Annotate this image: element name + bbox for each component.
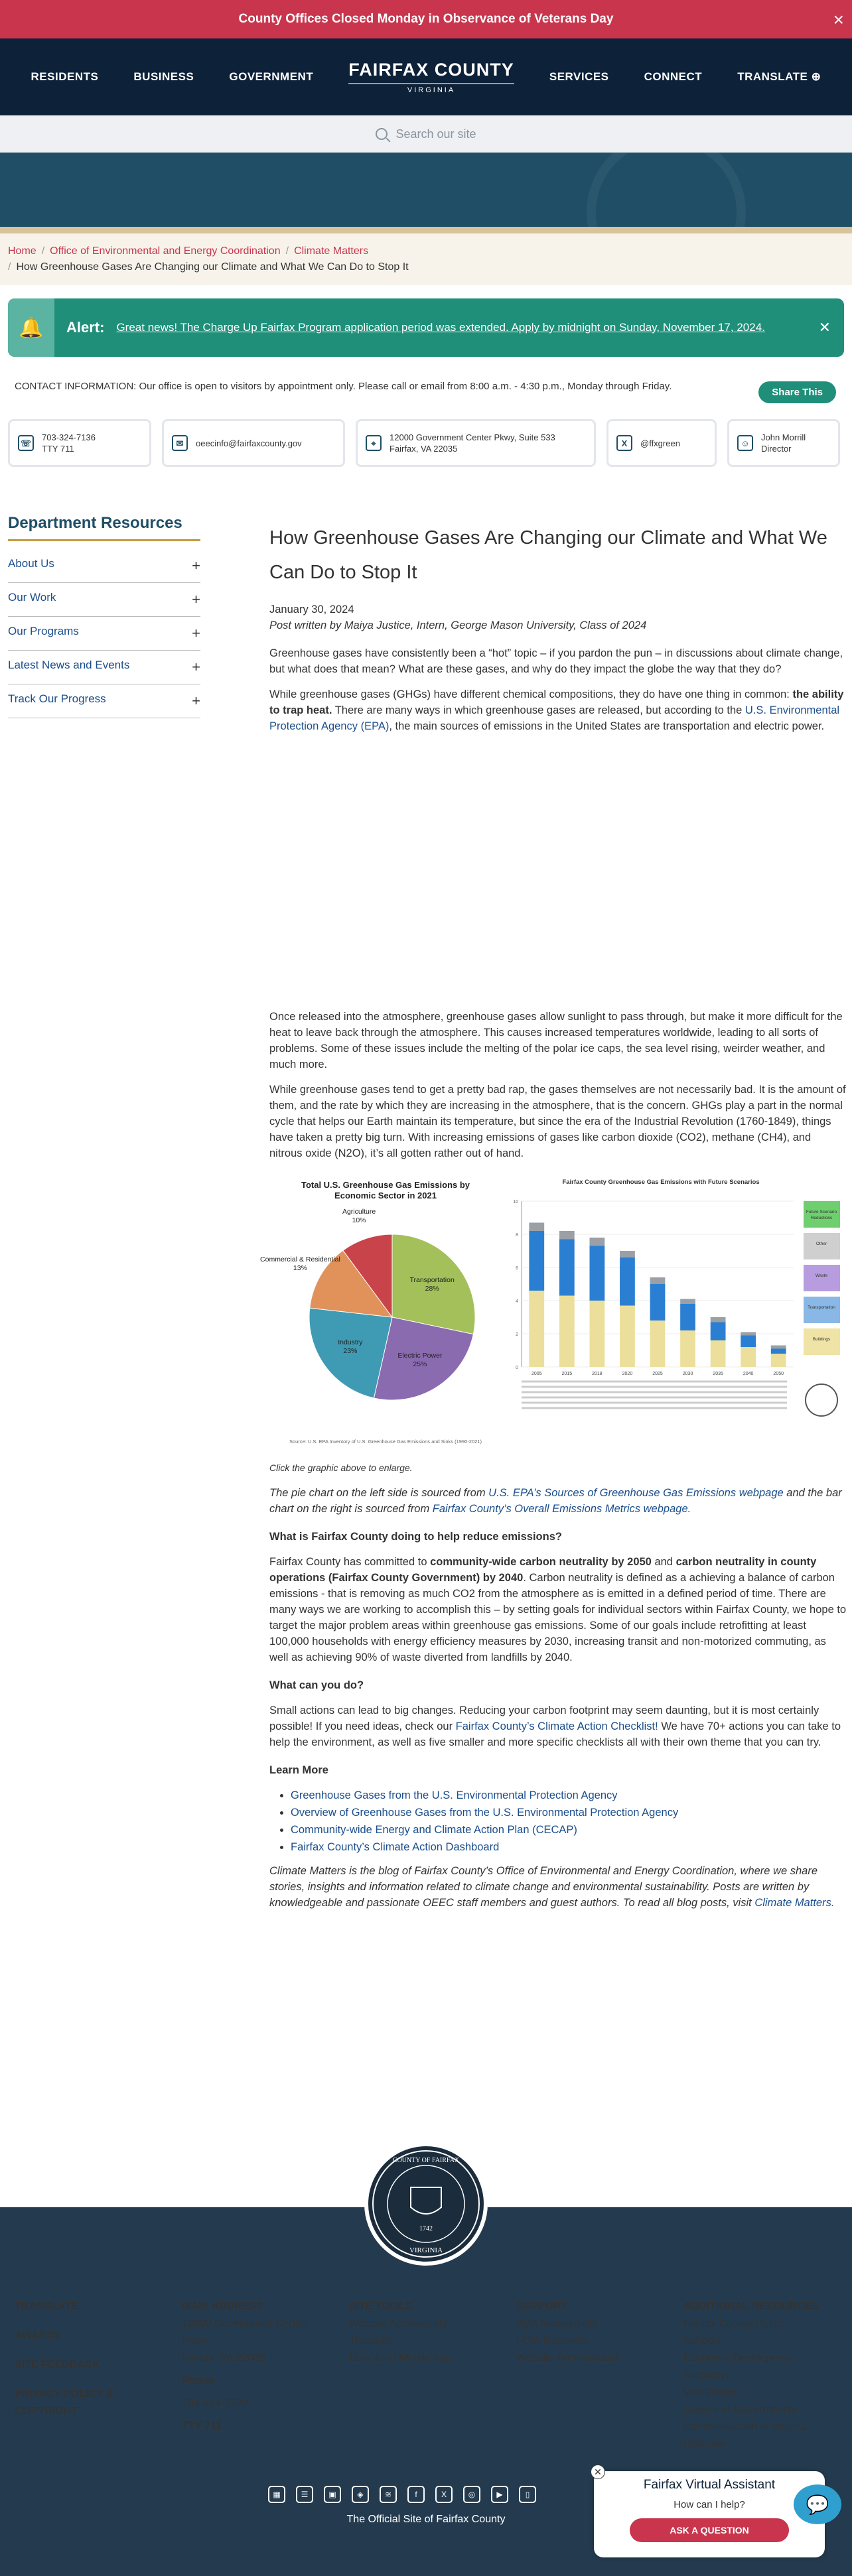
email-address: oeecinfo@fairfaxcounty.gov <box>196 438 302 448</box>
paragraph: While greenhouse gases (GHGs) have different chemical compositions, they do have one thing in common: the ability to trap heat. There are many ways in which greenhouse gases are released, but according to the U.S. Environmental Protection Agency (EPA), the main sources of emissions in the United States are transportation and electric power. <box>269 688 844 732</box>
sidebar-title: Department Resources <box>8 514 200 541</box>
list-item <box>291 1787 847 1803</box>
paragraph: While greenhouse gases tend to get a pretty bad rap, the gases themselves are not necessarily bad. It is the amount of them, and the rate by which they are increasing in the atmosphere, that is the concern. GHGs play a part in the normal cycle that helps our Earth maintain its temperature, but since the era of the Industrial Revolution (1760-1849), things have taken a pretty big turn. With increasing emissions of gases like carbon dioxide (CO2), methane (CH4), and nitrous oxide (N2O), it’s all gotten rather out of hand. <box>269 1084 846 1159</box>
pie-label: Commercial & Residential <box>260 1256 340 1263</box>
search-bar[interactable] <box>0 115 852 153</box>
legend-label: Transportation <box>808 1305 835 1310</box>
sidebar-item-label: Our Programs <box>8 625 79 637</box>
pie-label: Transportation <box>409 1276 455 1285</box>
y-tick-label: 8 <box>516 1233 518 1238</box>
footer-link[interactable]: Fairfax County Public <box>683 2318 785 2329</box>
footer-col-resources <box>683 2298 819 2453</box>
address-line: Pkwy <box>182 2335 208 2347</box>
paragraph: Greenhouse gases have consistently been a “hot” topic – if you pardon the pun – in discussions about climate change, but what does that mean? What are these gases, and why do they impact the globe the way that they do? <box>269 647 843 675</box>
nav-government[interactable]: GOVERNMENT <box>229 70 314 83</box>
wifi-icon[interactable]: ≋ <box>380 2486 397 2503</box>
learn-more-link[interactable]: Community-wide Energy and Climate Action Plan (CECAP) <box>291 1824 577 1836</box>
bar-segment <box>590 1238 605 1246</box>
sidebar-item-our-work[interactable] <box>8 586 200 617</box>
sidebar-item-news-events[interactable] <box>8 653 200 684</box>
section-heading: Learn More <box>269 1764 328 1776</box>
virtual-assistant <box>594 2471 825 2557</box>
plus-icon[interactable]: + <box>192 591 200 608</box>
x-tick-label: 2015 <box>561 1372 573 1376</box>
footer-link[interactable]: FOIA Requests <box>516 2335 589 2347</box>
bar-segment <box>529 1291 544 1367</box>
x-tick-label: 2035 <box>713 1372 723 1376</box>
bar-segment <box>771 1354 786 1367</box>
epa-link[interactable]: U.S. Environmental Protection Agency (EPA) <box>269 704 840 732</box>
x-twitter-icon[interactable]: X <box>435 2486 453 2503</box>
map-pin-icon: ⌖ <box>366 435 382 451</box>
bar-segment <box>741 1347 756 1367</box>
hero-banner <box>0 153 852 227</box>
close-icon[interactable]: ✕ <box>591 2465 605 2479</box>
y-tick-label: 0 <box>516 1366 518 1370</box>
footer-awards[interactable]: AWARDS <box>15 2330 62 2341</box>
legend-label: Waste <box>815 1273 828 1278</box>
legend-swatch <box>804 1233 840 1259</box>
paragraph: Once released into the atmosphere, greenhouse gases allow sunlight to pass through, but make it more difficult for the heat to leave back through the atmosphere. This causes increased temperatures worldwide, leading to all sorts of problems. Some of these issues include the melting of the polar ice caps, the sea level rising, weirder weather, and much more. <box>269 1011 843 1070</box>
sidebar-item-label: Latest News and Events <box>8 659 130 671</box>
phone-number: 703-324-7136 <box>42 432 96 442</box>
post-date: January 30, 2024 <box>269 604 354 615</box>
bar-segment <box>680 1304 695 1330</box>
footer-link[interactable]: Commonwealth of Virginia <box>683 2421 808 2433</box>
section-heading: What is Fairfax County doing to help reduce emissions? <box>269 1531 562 1543</box>
section-heading: What can you do? <box>269 1679 364 1691</box>
pie-label-value: 25% <box>413 1360 427 1369</box>
ask-question-button[interactable]: ASK A QUESTION <box>630 2518 789 2542</box>
search-input[interactable]: Search our site <box>395 127 476 141</box>
list-item <box>291 1839 847 1855</box>
announcement-banner <box>0 0 852 38</box>
x-tick-label: 2018 <box>592 1372 603 1376</box>
seal-image <box>370 2148 482 2260</box>
bar-segment <box>650 1320 666 1367</box>
pie-label: Agriculture <box>342 1207 376 1216</box>
byline: Post written by Maiya Justice, Intern, George Mason University, Class of 2024 <box>269 619 647 631</box>
assistant-title: Fairfax Virtual Assistant <box>643 2478 776 2492</box>
person-icon: ☺ <box>737 435 753 451</box>
close-icon[interactable]: ✕ <box>818 319 831 336</box>
learn-more-link[interactable]: Fairfax County’s Climate Action Dashboard <box>291 1841 500 1853</box>
search-icon <box>376 128 388 140</box>
footer-col-tools <box>349 2298 452 2367</box>
emissions-metrics-link[interactable]: Fairfax County’s Overall Emissions Metrics webpage. <box>432 1503 691 1515</box>
article <box>260 521 847 1920</box>
main-nav <box>0 38 852 115</box>
footer-heading: SUPPORT <box>516 2301 568 2312</box>
legend-label: Other <box>816 1242 827 1246</box>
footer-link[interactable]: Download Mobile App <box>349 2352 452 2364</box>
bar-segment <box>680 1330 695 1367</box>
mobile-icon[interactable]: ▯ <box>519 2486 536 2503</box>
closing-note: Climate Matters is the blog of Fairfax County’s Office of Environmental and Energy Coordination, where we share stories, insights and information related to climate change and environmental sustainability. Posts are written by knowledgeable and passionate OEEC staff members and guest authors. To read all blog posts, visit Climate Matters. <box>269 1865 835 1909</box>
bar-segment <box>741 1332 756 1336</box>
seal-top-text: COUNTY OF FAIRFAX <box>392 2157 460 2164</box>
address-line-1: 12000 Government Center Pkwy, Suite 533 <box>390 432 555 442</box>
chat-bubble-icon[interactable]: 💬 <box>794 2484 841 2524</box>
translate-label: TRANSLATE <box>737 70 808 83</box>
bar-segment <box>680 1299 695 1305</box>
x-tick-label: 2020 <box>622 1372 633 1376</box>
sidebar-item-label: About Us <box>8 557 54 570</box>
learn-more-list <box>291 1787 847 1855</box>
phone-icon: ☏ <box>18 435 34 451</box>
assistant-prompt: How can I help? <box>674 2499 745 2510</box>
bar-segment <box>559 1296 575 1368</box>
climate-matters-link[interactable]: Climate Matters. <box>754 1897 835 1909</box>
sidebar <box>8 514 200 721</box>
twitter-card[interactable] <box>606 419 717 467</box>
share-button[interactable]: Share This <box>758 381 836 403</box>
footer-col-support <box>516 2298 619 2367</box>
newsletter-icon[interactable]: ☰ <box>296 2486 313 2503</box>
official-site-text: The Official Site of Fairfax County <box>346 2514 506 2525</box>
bar-title: Fairfax County Greenhouse Gas Emissions with Future Scenarios <box>562 1179 760 1186</box>
emissions-charts <box>260 1175 847 1453</box>
bar-segment <box>559 1231 575 1240</box>
x-tick-label: 2025 <box>652 1372 663 1376</box>
x-tick-label: 2030 <box>682 1372 693 1376</box>
pie-title-line: Total U.S. Greenhouse Gas Emissions by <box>301 1180 470 1190</box>
learn-more-link[interactable]: Overview of Greenhouse Gases from the U.S. Environmental Protection Agency <box>291 1807 679 1819</box>
bar-segment <box>711 1322 726 1341</box>
bar-segment <box>711 1317 726 1322</box>
legend-swatch <box>804 1297 840 1323</box>
pie-label-value: 23% <box>343 1346 358 1355</box>
footer-heading: Phone <box>182 2375 214 2386</box>
pie-label: Electric Power <box>397 1352 443 1360</box>
epa-sources-link[interactable]: U.S. EPA’s Sources of Greenhouse Gas Emissions webpage <box>488 1487 784 1499</box>
logo-subtitle: VIRGINIA <box>348 83 514 94</box>
footer-link[interactable]: USA.gov <box>683 2439 726 2450</box>
address-line: Fairfax, VA 22035 <box>182 2352 265 2364</box>
footer-heading: MAIN ADDRESS <box>182 2301 263 2312</box>
emissions-graphic[interactable] <box>260 1175 847 1453</box>
plus-icon[interactable]: + <box>192 557 200 574</box>
county-logo[interactable] <box>348 60 514 94</box>
embedded-media-placeholder <box>269 743 847 1009</box>
bar-segment <box>620 1257 635 1306</box>
facebook-icon[interactable]: f <box>407 2486 425 2503</box>
legend-label: Future Scenario <box>806 1210 837 1214</box>
director-name: John Morrill <box>761 432 806 442</box>
footer-link[interactable]: Website Accessibility <box>349 2318 448 2329</box>
pie-label-value: 10% <box>352 1216 366 1224</box>
footer-privacy[interactable]: PRIVACY POLICY & COPYRIGHT <box>15 2388 114 2417</box>
bar-background <box>502 1175 847 1453</box>
plus-icon[interactable]: + <box>192 659 200 675</box>
alert-link[interactable]: Great news! The Charge Up Fairfax Program application period was extended. Apply by midnight on Sunday, November 17, 2024. <box>116 321 765 334</box>
footer-feedback[interactable]: SITE FEEDBACK <box>15 2359 100 2370</box>
legend-swatch <box>804 1265 840 1291</box>
learn-more-link[interactable]: Greenhouse Gases from the U.S. Environmental Protection Agency <box>291 1789 618 1801</box>
sidebar-item-about-us[interactable] <box>8 552 200 583</box>
county-seal <box>364 2142 488 2266</box>
breadcrumb-home[interactable]: Home <box>8 245 36 257</box>
bar-segment <box>771 1349 786 1354</box>
pie-title-line: Economic Sector in 2021 <box>334 1191 437 1200</box>
y-tick-label: 2 <box>516 1332 518 1337</box>
legend-label: Buildings <box>812 1337 831 1342</box>
footer-link[interactable]: ADA Accessibility <box>516 2318 598 2329</box>
plus-icon[interactable]: + <box>192 625 200 641</box>
app-icon[interactable]: ▣ <box>324 2486 341 2503</box>
bar-segment <box>650 1277 666 1284</box>
bar-segment <box>741 1336 756 1348</box>
footer-translate[interactable]: TRANSLATE <box>15 2301 78 2312</box>
alert-box <box>8 298 844 357</box>
bar-segment <box>620 1306 635 1368</box>
close-icon[interactable]: × <box>833 9 844 30</box>
logo-title: FAIRFAX COUNTY <box>348 60 514 80</box>
y-tick-label: 10 <box>513 1200 518 1204</box>
director-title: Director <box>761 444 792 454</box>
pie-label-value: 13% <box>293 1264 307 1272</box>
y-tick-label: 4 <box>516 1299 518 1304</box>
footer-heading: ADDITIONAL RESOURCES <box>683 2301 819 2312</box>
footer-col-links <box>15 2298 113 2420</box>
x-tick-label: 2050 <box>773 1372 784 1376</box>
bar-segment <box>559 1240 575 1296</box>
bar-segment <box>529 1231 544 1291</box>
nav-services[interactable]: SERVICES <box>549 70 609 83</box>
email-card[interactable] <box>162 419 345 467</box>
footer-link[interactable]: Council of Governments <box>683 2404 798 2415</box>
footer-link[interactable]: Visit Fairfax <box>683 2387 739 2398</box>
legend-swatch <box>804 1201 840 1228</box>
email-icon: ✉ <box>172 435 188 451</box>
page-title: How Greenhouse Gases Are Changing our Climate and What We Can Do to Stop It <box>269 527 827 583</box>
globe-icon: ⊕ <box>811 70 821 83</box>
seal-bottom-text: VIRGINIA <box>409 2246 443 2254</box>
footer-heading: SITE TOOLS <box>349 2301 412 2312</box>
bar-segment <box>620 1251 635 1257</box>
pie-source: Source: U.S. EPA Inventory of U.S. Greenhouse Gas Emissions and Sinks (1990-2021) <box>289 1439 482 1445</box>
paragraph: Small actions can lead to big changes. Reducing your carbon footprint may seem daunting, but it is most certainly possible! If you need ideas, check our Fairfax County’s Climate Action Checklist! We have 70+ actions you can take to help the environment, as well as five smaller and more specific checklists all with their own theme that you can try. <box>269 1705 841 1748</box>
list-item <box>291 1805 847 1821</box>
address-line: 12000 Government Center <box>182 2318 308 2329</box>
director-card[interactable] <box>727 419 840 467</box>
sidebar-item-label: Our Work <box>8 591 56 604</box>
figure-source: The pie chart on the left side is sourced from U.S. EPA’s Sources of Greenhouse Gas Emissions webpage and the bar chart on the right is sourced from Fairfax County’s Overall Emissions Metrics webpage. <box>269 1487 842 1515</box>
y-tick-label: 6 <box>516 1266 518 1271</box>
address-card[interactable] <box>356 419 596 467</box>
x-tick-label: 2005 <box>531 1372 542 1376</box>
bar-segment <box>650 1284 666 1320</box>
footer-link[interactable]: Schools <box>683 2335 721 2347</box>
sidebar-item-track-progress[interactable] <box>8 687 200 718</box>
bar-segment <box>590 1246 605 1301</box>
plus-icon[interactable]: + <box>192 692 200 709</box>
alert-label: Alert: <box>66 319 105 336</box>
x-twitter-icon: X <box>616 435 632 451</box>
contact-cards <box>8 419 844 467</box>
breadcrumb-office[interactable]: Office of Environmental and Energy Coordination <box>50 245 281 257</box>
contact-info: CONTACT INFORMATION: Our office is open to visitors by appointment only. Please call or email from 8:00 a.m. - 4:30 p.m., Monday through Friday. <box>15 381 672 392</box>
footer-link[interactable]: Authority <box>683 2370 726 2381</box>
bell-icon: 🔔 <box>8 298 54 357</box>
nav-translate[interactable] <box>737 70 821 84</box>
sidebar-item-label: Track Our Progress <box>8 692 106 705</box>
divider <box>0 227 852 233</box>
checklist-link[interactable]: Fairfax County’s Climate Action Checklist! <box>455 1720 658 1732</box>
bar-segment <box>529 1223 544 1232</box>
footer-col-address <box>182 2298 307 2435</box>
banner-text: County Offices Closed Monday in Observance of Veterans Day <box>238 12 614 26</box>
instagram-icon[interactable]: ◎ <box>463 2486 480 2503</box>
list-item <box>291 1822 847 1838</box>
footer-link[interactable]: Translate <box>349 2335 393 2347</box>
seal-year: 1742 <box>419 2225 433 2232</box>
breadcrumb-current: How Greenhouse Gases Are Changing our Climate and What We Can Do to Stop It <box>16 261 409 273</box>
youtube-icon[interactable]: ▶ <box>491 2486 508 2503</box>
paragraph: Fairfax County has committed to community-wide carbon neutrality by 2050 and carbon neutrality in county operations (Fairfax County Government) by 2040. Carbon neutrality is defined as a achieving a balance of carbon emissions - that is removing as much CO2 from the atmosphere as is emitted in a defined period of time. There are many ways we are working to accomplish this – by setting goals for individual sectors within Fairfax County, we hope to target the major problem areas within greenhouse gas emissions. Some of our goals include retrofitting at least 100,000 households with energy efficiency measures by 2030, increasing transit and non-motorized commuting, as well as achieving 90% of waste diverted from landfills by 2040. <box>269 1556 847 1663</box>
legend-swatch <box>804 1328 840 1355</box>
nav-residents[interactable]: RESIDENTS <box>31 70 99 83</box>
bar-segment <box>590 1301 605 1367</box>
figure-caption: Click the graphic above to enlarge. <box>269 1462 413 1473</box>
legend-label: Reductions <box>810 1216 833 1220</box>
pie-label: Industry <box>338 1338 363 1346</box>
shield-icon[interactable]: ◈ <box>352 2486 369 2503</box>
footer-tty: TTY 711 <box>182 2420 222 2431</box>
calendar-icon[interactable]: ▦ <box>268 2486 285 2503</box>
footer-phone[interactable]: 703-324-7329 <box>182 2398 248 2409</box>
nav-business[interactable]: BUSINESS <box>133 70 194 83</box>
sidebar-item-our-programs[interactable] <box>8 619 200 651</box>
bar-segment <box>711 1340 726 1367</box>
twitter-handle: @ffxgreen <box>640 438 680 448</box>
nav-connect[interactable]: CONNECT <box>644 70 703 83</box>
bar-segment <box>771 1346 786 1349</box>
phone-card[interactable] <box>8 419 151 467</box>
breadcrumb: Home / Office of Environmental and Energy Coordination / Climate Matters / How Greenhouse Gases Are Changing our Climate and What We Can Do to Stop It <box>0 233 852 285</box>
x-tick-label: 2040 <box>743 1372 754 1376</box>
footer-link[interactable]: Economic Development <box>683 2352 796 2364</box>
tty-number: TTY 711 <box>42 444 74 454</box>
footer-link[interactable]: Website Administrator <box>516 2352 620 2364</box>
pie-label-value: 28% <box>425 1285 439 1293</box>
address-line-2: Fairfax, VA 22035 <box>390 444 458 454</box>
breadcrumb-section[interactable]: Climate Matters <box>294 245 369 257</box>
social-links <box>268 2486 536 2503</box>
